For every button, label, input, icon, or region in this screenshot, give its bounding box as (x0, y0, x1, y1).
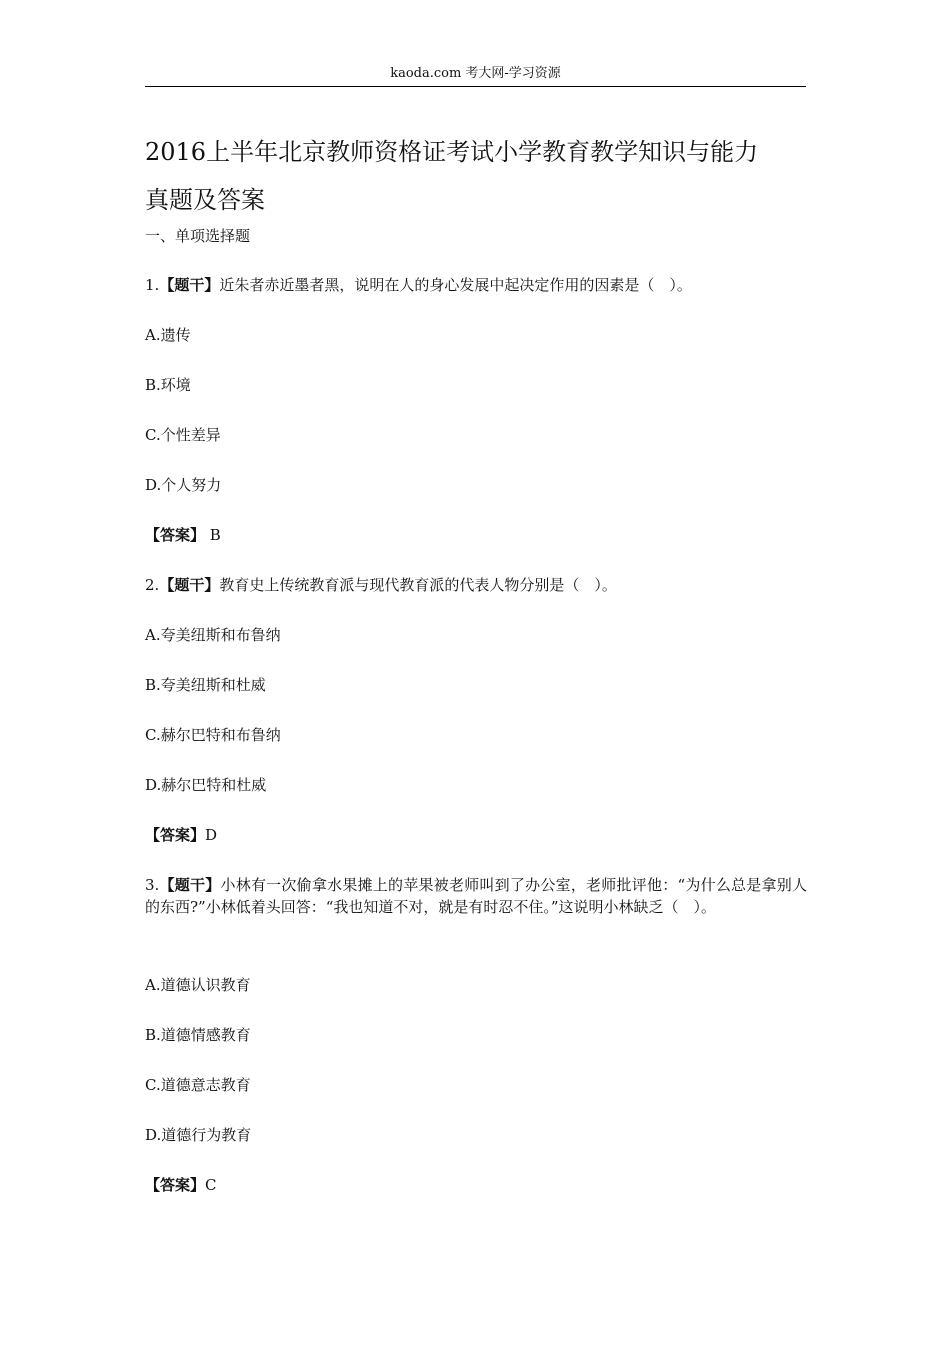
question-1-stem (145, 274, 692, 296)
question-2-answer (145, 824, 217, 846)
question-2-option-b: B.夸美纽斯和杜威 (145, 676, 266, 694)
question-1-option-b: B.环境 (145, 376, 191, 394)
stem-text: 小林有一次偷拿水果摊上的苹果被老师叫到了办公室，老师批评他：“为什么总是拿别人的东西?”小林低着头回答：“我也知道不对，就是有时忍不住。”这说明小林缺乏（ ）。 (145, 876, 807, 916)
title-line-2: 真题及答案 (145, 186, 265, 214)
answer-value: D (205, 826, 218, 844)
stem-tag: 【题干】 (159, 276, 220, 294)
question-2-option-d: D.赫尔巴特和杜威 (145, 776, 267, 794)
question-3-stem (145, 874, 807, 918)
question-1-option-d: D.个人努力 (145, 476, 222, 494)
stem-text: 近朱者赤近墨者黑，说明在人的身心发展中起决定作用的因素是（ ）。 (219, 276, 692, 294)
stem-text: 教育史上传统教育派与现代教育派的代表人物分别是（ ）。 (219, 576, 617, 594)
question-number: 1. (145, 276, 160, 294)
question-1-option-c: C.个性差异 (145, 426, 221, 444)
question-1-option-a: A.遗传 (145, 326, 191, 344)
question-1-answer (145, 524, 221, 546)
question-2-stem (145, 574, 617, 596)
section-heading: 一、单项选择题 (145, 227, 251, 245)
stem-tag: 【题干】 (159, 576, 220, 594)
answer-value: B (205, 526, 221, 544)
document-title (145, 128, 815, 224)
question-3-option-c: C.道德意志教育 (145, 1076, 251, 1094)
title-line-1: 2016上半年北京教师资格证考试小学教育教学知识与能力 (145, 138, 759, 166)
question-3-option-d: D.道德行为教育 (145, 1126, 252, 1144)
answer-value: C (205, 1176, 217, 1194)
question-2-option-c: C.赫尔巴特和布鲁纳 (145, 726, 281, 744)
question-2-option-a: A.夸美纽斯和布鲁纳 (145, 626, 281, 644)
question-number: 3. (145, 876, 160, 894)
answer-tag: 【答案】 (145, 826, 206, 844)
answer-tag: 【答案】 (145, 1176, 206, 1194)
page-header: kaoda.com 考大网-学习资源 (145, 64, 806, 87)
question-3-option-b: B.道德情感教育 (145, 1026, 251, 1044)
question-3-answer (145, 1174, 217, 1196)
question-number: 2. (145, 576, 160, 594)
stem-tag: 【题干】 (159, 876, 221, 894)
answer-tag: 【答案】 (145, 526, 206, 544)
question-3-option-a: A.道德认识教育 (145, 976, 251, 994)
